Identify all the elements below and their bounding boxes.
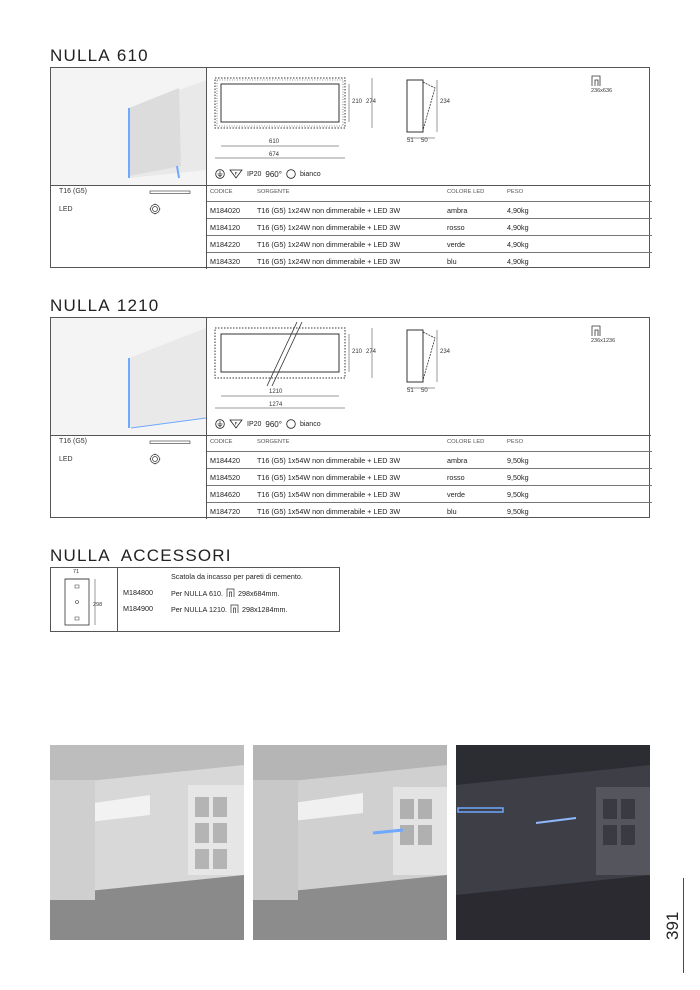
header-code: CODICE [210,439,233,445]
cutout-size: 236x1236 [591,338,616,344]
product-code: M184420 [210,456,240,465]
dim-depth: 234 [440,99,451,105]
svg-text:F: F [234,421,238,426]
technical-drawing [206,318,651,435]
lamp-render-image [51,68,206,185]
box-dim-width: 71 [73,569,80,575]
box-drawing-cell [51,568,118,631]
header-weight: PESO [507,189,524,195]
ground-icon [215,419,225,429]
light-source: T16 (G5) 1x54W non dimmerabile + LED 3W [257,456,401,465]
table-row [207,486,652,503]
light-source: T16 (G5) 1x54W non dimmerabile + LED 3W [257,507,401,516]
box-dim-height: 298 [93,602,103,608]
product-code: M184620 [210,490,240,499]
ip-rating: IP20 [247,420,262,428]
table-row [207,452,652,469]
led-color: rosso [447,223,465,232]
product-size: 1210 [116,296,160,315]
light-source: T16 (G5) 1x24W non dimmerabile + LED 3W [257,240,401,249]
recessed-box-icon [591,75,601,87]
header-weight: PESO [507,439,524,445]
header-color: COLORE LED [447,439,485,445]
product-title-1210 [50,296,159,316]
dim-depth-2: 50 [421,138,428,144]
finish-label: bianco [299,420,321,428]
dimension-drawing [207,68,652,185]
table-row [207,253,652,270]
weight: 4,90kg [507,257,529,266]
lamp-type-t16: T16 (G5) [59,438,88,445]
header-code: CODICE [210,189,233,195]
lamp-types [51,435,206,519]
product-code: M184720 [210,507,240,516]
dim-depth-1: 51 [407,388,414,394]
header-source: SORGENTE [257,189,290,195]
dim-width-inner: 1210 [269,389,283,395]
led-color: rosso [447,473,465,482]
led-color: blu [447,257,457,266]
led-icon [149,203,161,215]
table-row [207,503,652,520]
ground-icon [215,169,225,179]
product-code: M184320 [210,257,240,266]
product-code: M184520 [210,473,240,482]
weight: 4,90kg [507,240,529,249]
weight: 9,50kg [507,507,529,516]
recessed-box-icon [230,604,239,614]
flammability-icon [229,169,243,179]
weight: 4,90kg [507,223,529,232]
table-row [207,202,652,219]
dim-width-outer: 1274 [269,402,283,408]
accent-rule [683,878,684,973]
product-table [206,435,651,519]
finish-label: bianco [299,170,321,178]
dim-height-inner: 210 [352,99,363,105]
dim-depth: 234 [440,349,451,355]
glow-wire-rating: 960° [265,419,282,429]
light-source: T16 (G5) 1x24W non dimmerabile + LED 3W [257,257,401,266]
product-title-610 [50,46,149,66]
fluorescent-tube-icon [149,440,191,445]
light-source: T16 (G5) 1x24W non dimmerabile + LED 3W [257,223,401,232]
room-photo-white [50,745,244,940]
certification-row [215,169,321,179]
led-color: ambra [447,456,468,465]
dim-depth-1: 51 [407,138,414,144]
product-size: 610 [116,46,149,65]
accessory-text: Per NULLA 610. [171,588,223,598]
table-row [207,219,652,236]
product-photo [51,318,206,435]
ip-rating: IP20 [247,170,262,178]
product-code: M184120 [210,223,240,232]
finish-swatch-icon [286,169,296,179]
product-name: NULLA [50,296,111,315]
page-number: 391 [663,911,682,940]
dim-depth-2: 50 [421,388,428,394]
recessed-box-icon [591,325,601,337]
accessory-item [171,604,288,614]
lamp-render-image [51,318,206,435]
dim-height-outer: 274 [366,99,377,105]
dim-width-inner: 610 [269,139,280,145]
dim-width-outer: 674 [269,152,280,158]
table-header [207,185,652,202]
dim-height-outer: 274 [366,349,377,355]
light-source: T16 (G5) 1x54W non dimmerabile + LED 3W [257,490,401,499]
glow-wire-rating: 960° [265,169,282,179]
weight: 9,50kg [507,456,529,465]
product-photo [51,68,206,185]
light-source: T16 (G5) 1x24W non dimmerabile + LED 3W [257,206,401,215]
accessories-title: NULLA ACCESSORI [50,546,232,565]
dimension-drawing [207,318,652,435]
product-name: NULLA [50,46,111,65]
product-code: M184220 [210,240,240,249]
room-photo-night [456,745,650,940]
technical-drawing [206,68,651,185]
led-color: blu [447,507,457,516]
dim-height-inner: 210 [352,349,363,355]
lamp-types [51,185,206,269]
product-block-1210 [50,317,650,518]
header-color: COLORE LED [447,189,485,195]
recessed-box-icon [226,588,235,598]
table-row [207,236,652,253]
led-icon [149,453,161,465]
accessory-size: 298x1284mm. [241,604,288,614]
accessory-code: M184800 [123,588,153,597]
led-color: verde [447,240,465,249]
lamp-type-led: LED [59,456,73,463]
lamp-type-led: LED [59,206,73,213]
certification-row [215,419,321,429]
lamp-type-t16: T16 (G5) [59,188,88,195]
accessory-size: 298x684mm. [237,588,280,598]
weight: 9,50kg [507,473,529,482]
header-source: SORGENTE [257,439,290,445]
led-color: verde [447,490,465,499]
product-block-610 [50,67,650,268]
room-photo-blue [253,745,447,940]
weight: 4,90kg [507,206,529,215]
table-row [207,469,652,486]
accessory-code: M184900 [123,604,153,613]
product-code: M184020 [210,206,240,215]
accessory-description: Scatola da incasso per pareti di cemento. [171,572,303,581]
light-source: T16 (G5) 1x54W non dimmerabile + LED 3W [257,473,401,482]
fluorescent-tube-icon [149,190,191,195]
finish-swatch-icon [286,419,296,429]
accessory-text: Per NULLA 1210. [171,604,227,614]
flammability-icon [229,419,243,429]
product-table [206,185,651,269]
led-color: ambra [447,206,468,215]
table-header [207,435,652,452]
weight: 9,50kg [507,490,529,499]
accessories-block [50,567,340,632]
svg-text:F: F [234,171,238,176]
cutout-size: 236x636 [591,88,613,94]
accessory-item [171,588,280,598]
